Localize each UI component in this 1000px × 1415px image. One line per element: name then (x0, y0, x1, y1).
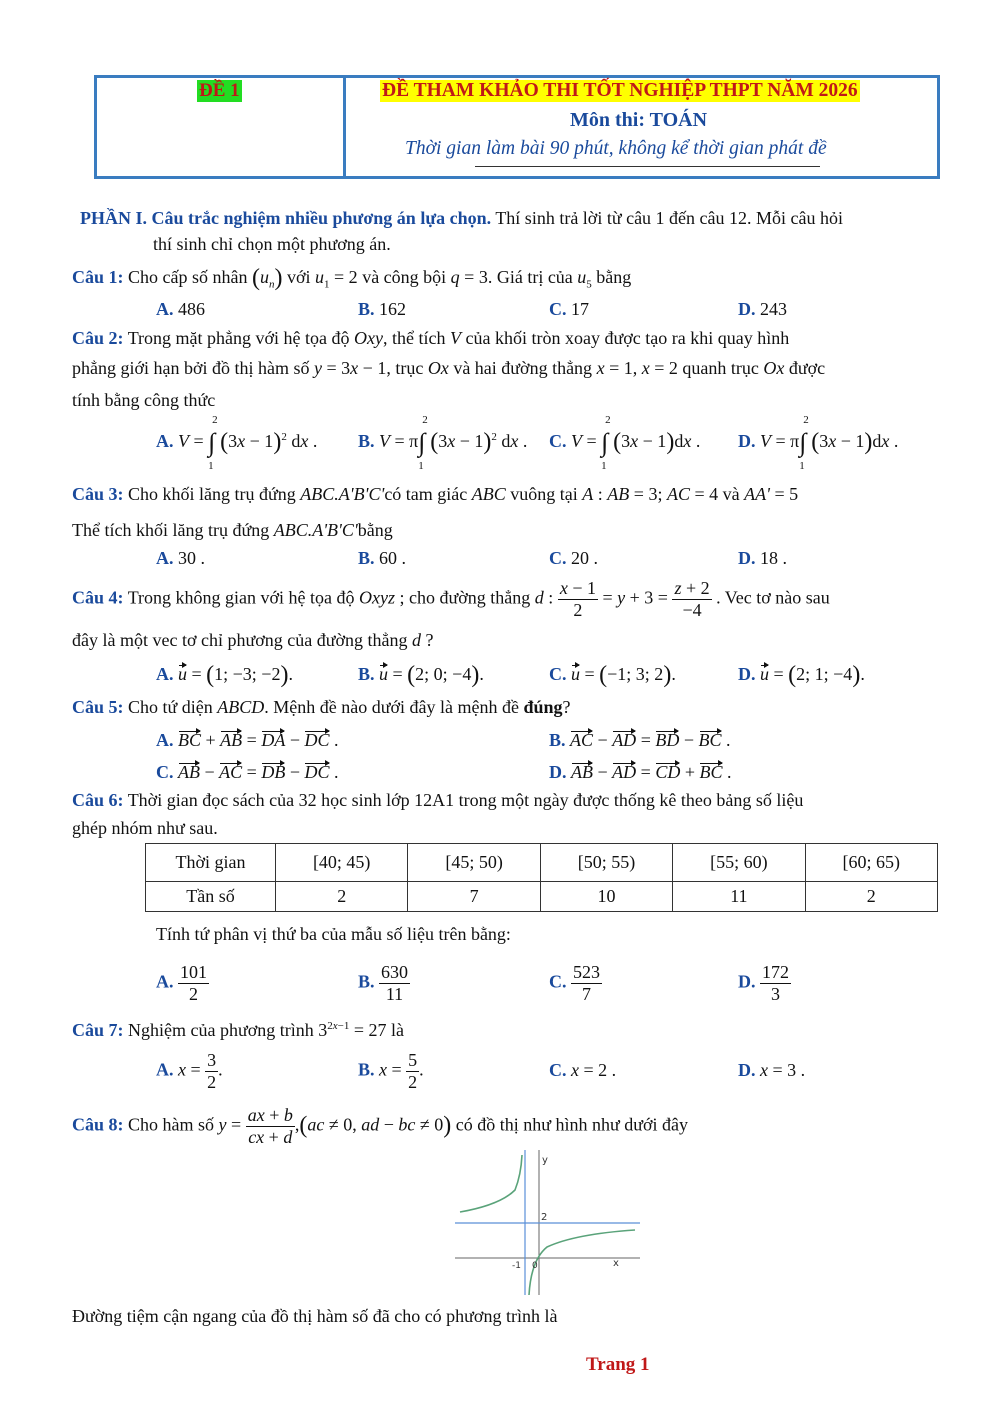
question-7-label: Câu 7: (72, 1020, 124, 1040)
part1-line2: thí sinh chỉ chọn một phương án. (153, 234, 391, 254)
question-8: Câu 8: Cho hàm số y = $\frac{ax + b}{cx + d}$ ,(ac ≠ 0, ad − bc ≠ 0) có đồ thị như hình như dưới đây (72, 1105, 689, 1147)
question-4-line2: đây là một vec tơ chỉ phương của đường thẳng d ? (72, 630, 434, 650)
q4-option-a[interactable]: A. u = (1; −3; −2). (156, 662, 293, 688)
table-row (146, 844, 938, 882)
q3-option-a[interactable]: A. 30 . (156, 548, 205, 568)
q6-option-b[interactable]: B. $\frac{630}{11}$ (358, 962, 409, 1004)
question-2-label: Câu 2: (72, 328, 124, 348)
question-6-prompt: Tính tứ phân vị thứ ba của mẫu số liệu trên bằng: (156, 924, 511, 944)
question-7: Câu 7: Nghiệm của phương trình $3^{2x-1} = 27$ là (72, 1020, 405, 1040)
table-row (146, 882, 938, 912)
table-cell: 2 (276, 882, 408, 912)
question-4-label: Câu 4: (72, 587, 124, 608)
part1-heading: PHẦN I. Câu trắc nghiệm nhiều phương án lựa chọn. (80, 208, 492, 228)
part1-text1: Thí sinh trả lời từ câu 1 đến câu 12. Mỗi câu hỏi (491, 208, 844, 228)
question-1: Câu 1: Cho cấp số nhân $(u_n)$ với $u_1 = 2$ và công bội q = 3. Giá trị của $u_5$ bằng (72, 265, 632, 291)
question-2-line1: Câu 2: Trong mặt phẳng với hệ tọa độ Oxy, thể tích V của khối tròn xoay được tạo ra khi quay hình (72, 328, 790, 348)
question-8-label: Câu 8: (72, 1114, 124, 1135)
graph-label-x: x (613, 1258, 619, 1269)
q1-option-a[interactable]: A. 486 (156, 299, 205, 319)
function-graph (455, 1150, 640, 1295)
exam-code: ĐỀ 1 (199, 80, 240, 101)
graph-label-two: 2 (541, 1212, 548, 1223)
question-5-label: Câu 5: (72, 697, 124, 717)
q7-option-d[interactable]: D. x = 3 . (738, 1060, 806, 1080)
q1-text-1: Cho cấp số nhân (123, 267, 252, 287)
graph-label-y: y (542, 1155, 548, 1166)
q2-option-a[interactable]: A. V = ∫ 2 1 $(3x - 1)^2$ dx . (156, 414, 318, 472)
question-3-line2: Thể tích khối lăng trụ đứng ABC.A'B'C'bằng (72, 520, 393, 540)
q1-option-b[interactable]: B. 162 (358, 299, 407, 319)
q4-option-b[interactable]: B. u = (2; 0; −4). (358, 662, 484, 688)
q6-option-a[interactable]: A. $\frac{101}{2}$ (156, 962, 207, 1004)
table-row-label: Tần số (146, 882, 276, 912)
q2-option-d[interactable]: D. V = π∫ 2 1 (3x − 1)dx . (738, 414, 899, 472)
q1-text-4: . Giá trị của (487, 267, 578, 287)
q2-option-b[interactable]: B. V = π∫ 2 1 $(3x - 1)^2$ dx . (358, 414, 528, 472)
q1-option-d[interactable]: D. 243 (738, 299, 787, 319)
q4-option-d[interactable]: D. u = (2; 1; −4). (738, 662, 865, 688)
question-4-line1: Câu 4: Trong không gian với hệ tọa độ Oxyz ; cho đường thẳng d : $\frac{x - 1}{2}$ = y + 3 = $\frac{z + 2}{-4}$ . Vec tơ nào sau (72, 578, 830, 620)
graph-right-branch (529, 1230, 635, 1295)
question-5: Câu 5: Cho tứ diện ABCD. Mệnh đề nào dưới đây là mệnh đề đúng? (72, 697, 571, 717)
q5-option-b[interactable]: B. AC − AD = BD − BC . (549, 730, 731, 750)
graph-left-branch (460, 1155, 522, 1212)
q1-option-c[interactable]: C. 17 (549, 299, 589, 319)
q3-option-d[interactable]: D. 18 . (738, 548, 787, 568)
q1-text-5: bằng (591, 267, 632, 287)
table-header-cell: [50; 55) (540, 844, 672, 882)
question-8-after: Đường tiệm cận ngang của đồ thị hàm số đã cho có phương trình là (72, 1306, 558, 1326)
question-6-label: Câu 6: (72, 790, 124, 810)
question-6-line2: ghép nhóm như sau. (72, 818, 218, 838)
question-6-line1: Câu 6: Thời gian đọc sách của 32 học sinh lớp 12A1 trong một ngày được thống kê theo bảng số liệu (72, 790, 804, 810)
exam-title: ĐỀ THAM KHẢO THI TỐT NGHIỆP THPT NĂM 2026 (382, 80, 858, 101)
q4-option-c[interactable]: C. u = (−1; 3; 2). (549, 662, 676, 688)
frequency-table (145, 843, 938, 912)
q3-option-c[interactable]: C. 20 . (549, 548, 598, 568)
page-number: Trang 1 (586, 1354, 650, 1375)
q5-option-a[interactable]: A. BC + AB = DA − DC . (156, 730, 339, 750)
table-header-cell: [45; 50) (408, 844, 540, 882)
table-header-cell: Thời gian (146, 844, 276, 882)
table-header-cell: [40; 45) (276, 844, 408, 882)
q1-text-2: với (282, 267, 316, 287)
q7-option-b[interactable]: B. x = $\frac{5}{2}$ . (358, 1050, 424, 1092)
q3-option-b[interactable]: B. 60 . (358, 548, 407, 568)
table-header-cell: [60; 65) (805, 844, 937, 882)
question-1-label: Câu 1: (72, 267, 124, 287)
q5-option-d[interactable]: D. AB − AD = CD + BC . (549, 762, 732, 782)
table-header-cell: [55; 60) (673, 844, 805, 882)
exam-time-note: Thời gian làm bài 90 phút, không kể thời gian phát đề (405, 138, 827, 159)
table-cell: 10 (540, 882, 672, 912)
question-3-line1: Câu 3: Cho khối lăng trụ đứng ABC.A'B'C'có tam giác ABC vuông tại A : AB = 3; AC = 4 và AA' = 5 (72, 484, 799, 504)
question-3-label: Câu 3: (72, 484, 124, 504)
q7-option-c[interactable]: C. x = 2 . (549, 1060, 617, 1080)
table-cell: 11 (673, 882, 805, 912)
table-cell: 2 (805, 882, 937, 912)
q5-option-c[interactable]: C. AB − AC = DB − DC . (156, 762, 339, 782)
table-cell: 7 (408, 882, 540, 912)
part1-line1 (80, 208, 843, 229)
q2-option-c[interactable]: C. V = ∫ 2 1 (3x − 1)dx . (549, 414, 701, 472)
q1-text-3: và công bội (357, 267, 451, 287)
exam-subject: Môn thi: TOÁN (570, 109, 708, 131)
question-2-line3: tính bằng công thức (72, 390, 216, 410)
header-divider (343, 75, 346, 179)
q7-option-a[interactable]: A. x = $\frac{3}{2}$ . (156, 1050, 223, 1092)
q6-option-c[interactable]: C. $\frac{523}{7}$ (549, 962, 600, 1004)
graph-label-minus-one: -1 (512, 1261, 521, 1271)
q6-option-d[interactable]: D. $\frac{172}{3}$ (738, 962, 789, 1004)
graph-label-zero: 0 (532, 1261, 538, 1271)
question-2-line2: phẳng giới hạn bởi đồ thị hàm số y = 3x − 1, trục Ox và hai đường thẳng x = 1, x = 2 quanh trục Ox được (72, 358, 826, 378)
time-note-underline (475, 166, 820, 167)
